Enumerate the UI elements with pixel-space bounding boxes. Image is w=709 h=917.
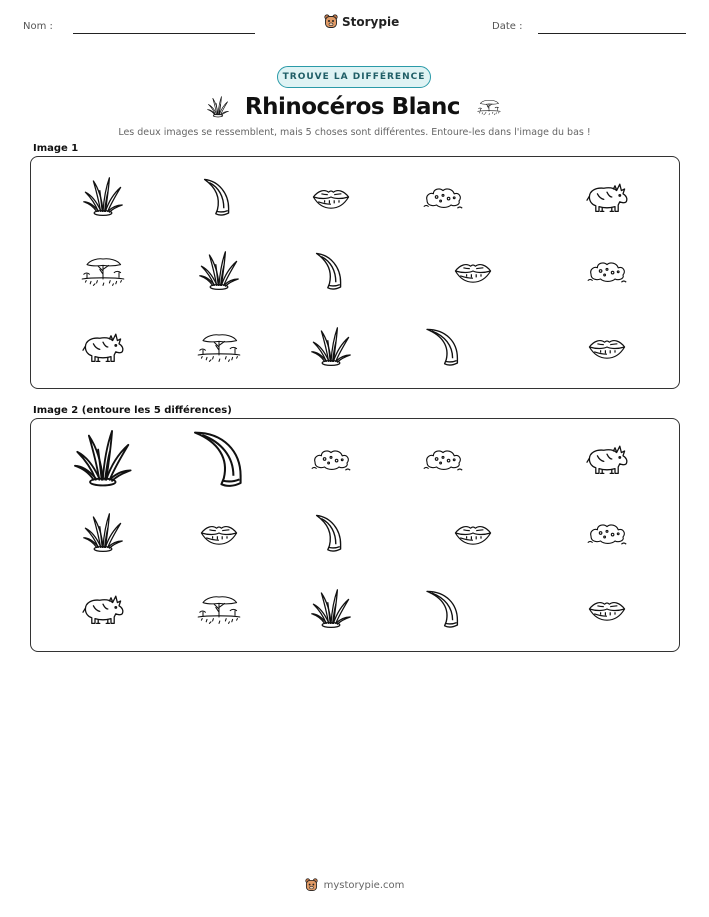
name-field[interactable] xyxy=(73,33,255,34)
tree-icon xyxy=(195,323,243,371)
tree-icon[interactable] xyxy=(195,585,243,633)
horn-left-icon xyxy=(307,247,355,295)
rhino-icon xyxy=(583,173,631,221)
name-label: Nom : xyxy=(23,21,53,32)
date-label: Date : xyxy=(492,21,523,32)
lips-icon[interactable] xyxy=(583,585,631,633)
lips-icon xyxy=(449,247,497,295)
horn-right-icon[interactable] xyxy=(419,585,467,633)
grass-icon xyxy=(195,247,243,295)
image-1-panel xyxy=(30,156,680,389)
mud-icon[interactable] xyxy=(307,435,355,483)
mud-icon[interactable] xyxy=(419,435,467,483)
grass-icon[interactable] xyxy=(79,509,127,557)
horn-right-icon xyxy=(419,323,467,371)
grass-icon xyxy=(79,173,127,221)
mud-icon[interactable] xyxy=(583,509,631,557)
bear-logo-icon xyxy=(324,14,338,29)
mud-icon xyxy=(419,173,467,221)
tree-icon xyxy=(79,247,127,295)
page-title: Rhinocéros Blanc xyxy=(244,94,461,120)
panel-1-label: Image 1 xyxy=(33,143,79,154)
panel-2-label: Image 2 (entoure les 5 différences) xyxy=(33,405,232,416)
lips-icon xyxy=(307,173,355,221)
grass-icon xyxy=(307,323,355,371)
mud-icon xyxy=(583,247,631,295)
horn-left-icon xyxy=(195,173,243,221)
rhino-icon[interactable] xyxy=(79,585,127,633)
rhino-icon[interactable] xyxy=(583,435,631,483)
grass-icon xyxy=(205,94,231,120)
horn-right-icon[interactable] xyxy=(183,423,255,495)
grass-icon[interactable] xyxy=(68,424,138,494)
instructions: Les deux images se ressemblent, mais 5 choses sont différentes. Entoure-les dans l'image du bas ! xyxy=(118,127,591,138)
lips-icon xyxy=(583,323,631,371)
date-field[interactable] xyxy=(538,33,686,34)
title-row xyxy=(0,90,709,124)
lips-icon[interactable] xyxy=(449,509,497,557)
brand xyxy=(324,14,399,29)
footer-url: mystorypie.com xyxy=(323,879,405,891)
rhino-icon xyxy=(79,323,127,371)
savanna-tree-icon xyxy=(474,94,504,120)
activity-badge: TROUVE LA DIFFÉRENCE xyxy=(277,66,431,88)
image-2-panel[interactable] xyxy=(30,418,680,652)
grass-icon[interactable] xyxy=(307,585,355,633)
bear-logo-icon xyxy=(305,878,318,892)
horn-left-icon[interactable] xyxy=(307,509,355,557)
lips-icon[interactable] xyxy=(195,509,243,557)
brand-name: Storypie xyxy=(342,14,400,29)
footer xyxy=(0,878,709,892)
